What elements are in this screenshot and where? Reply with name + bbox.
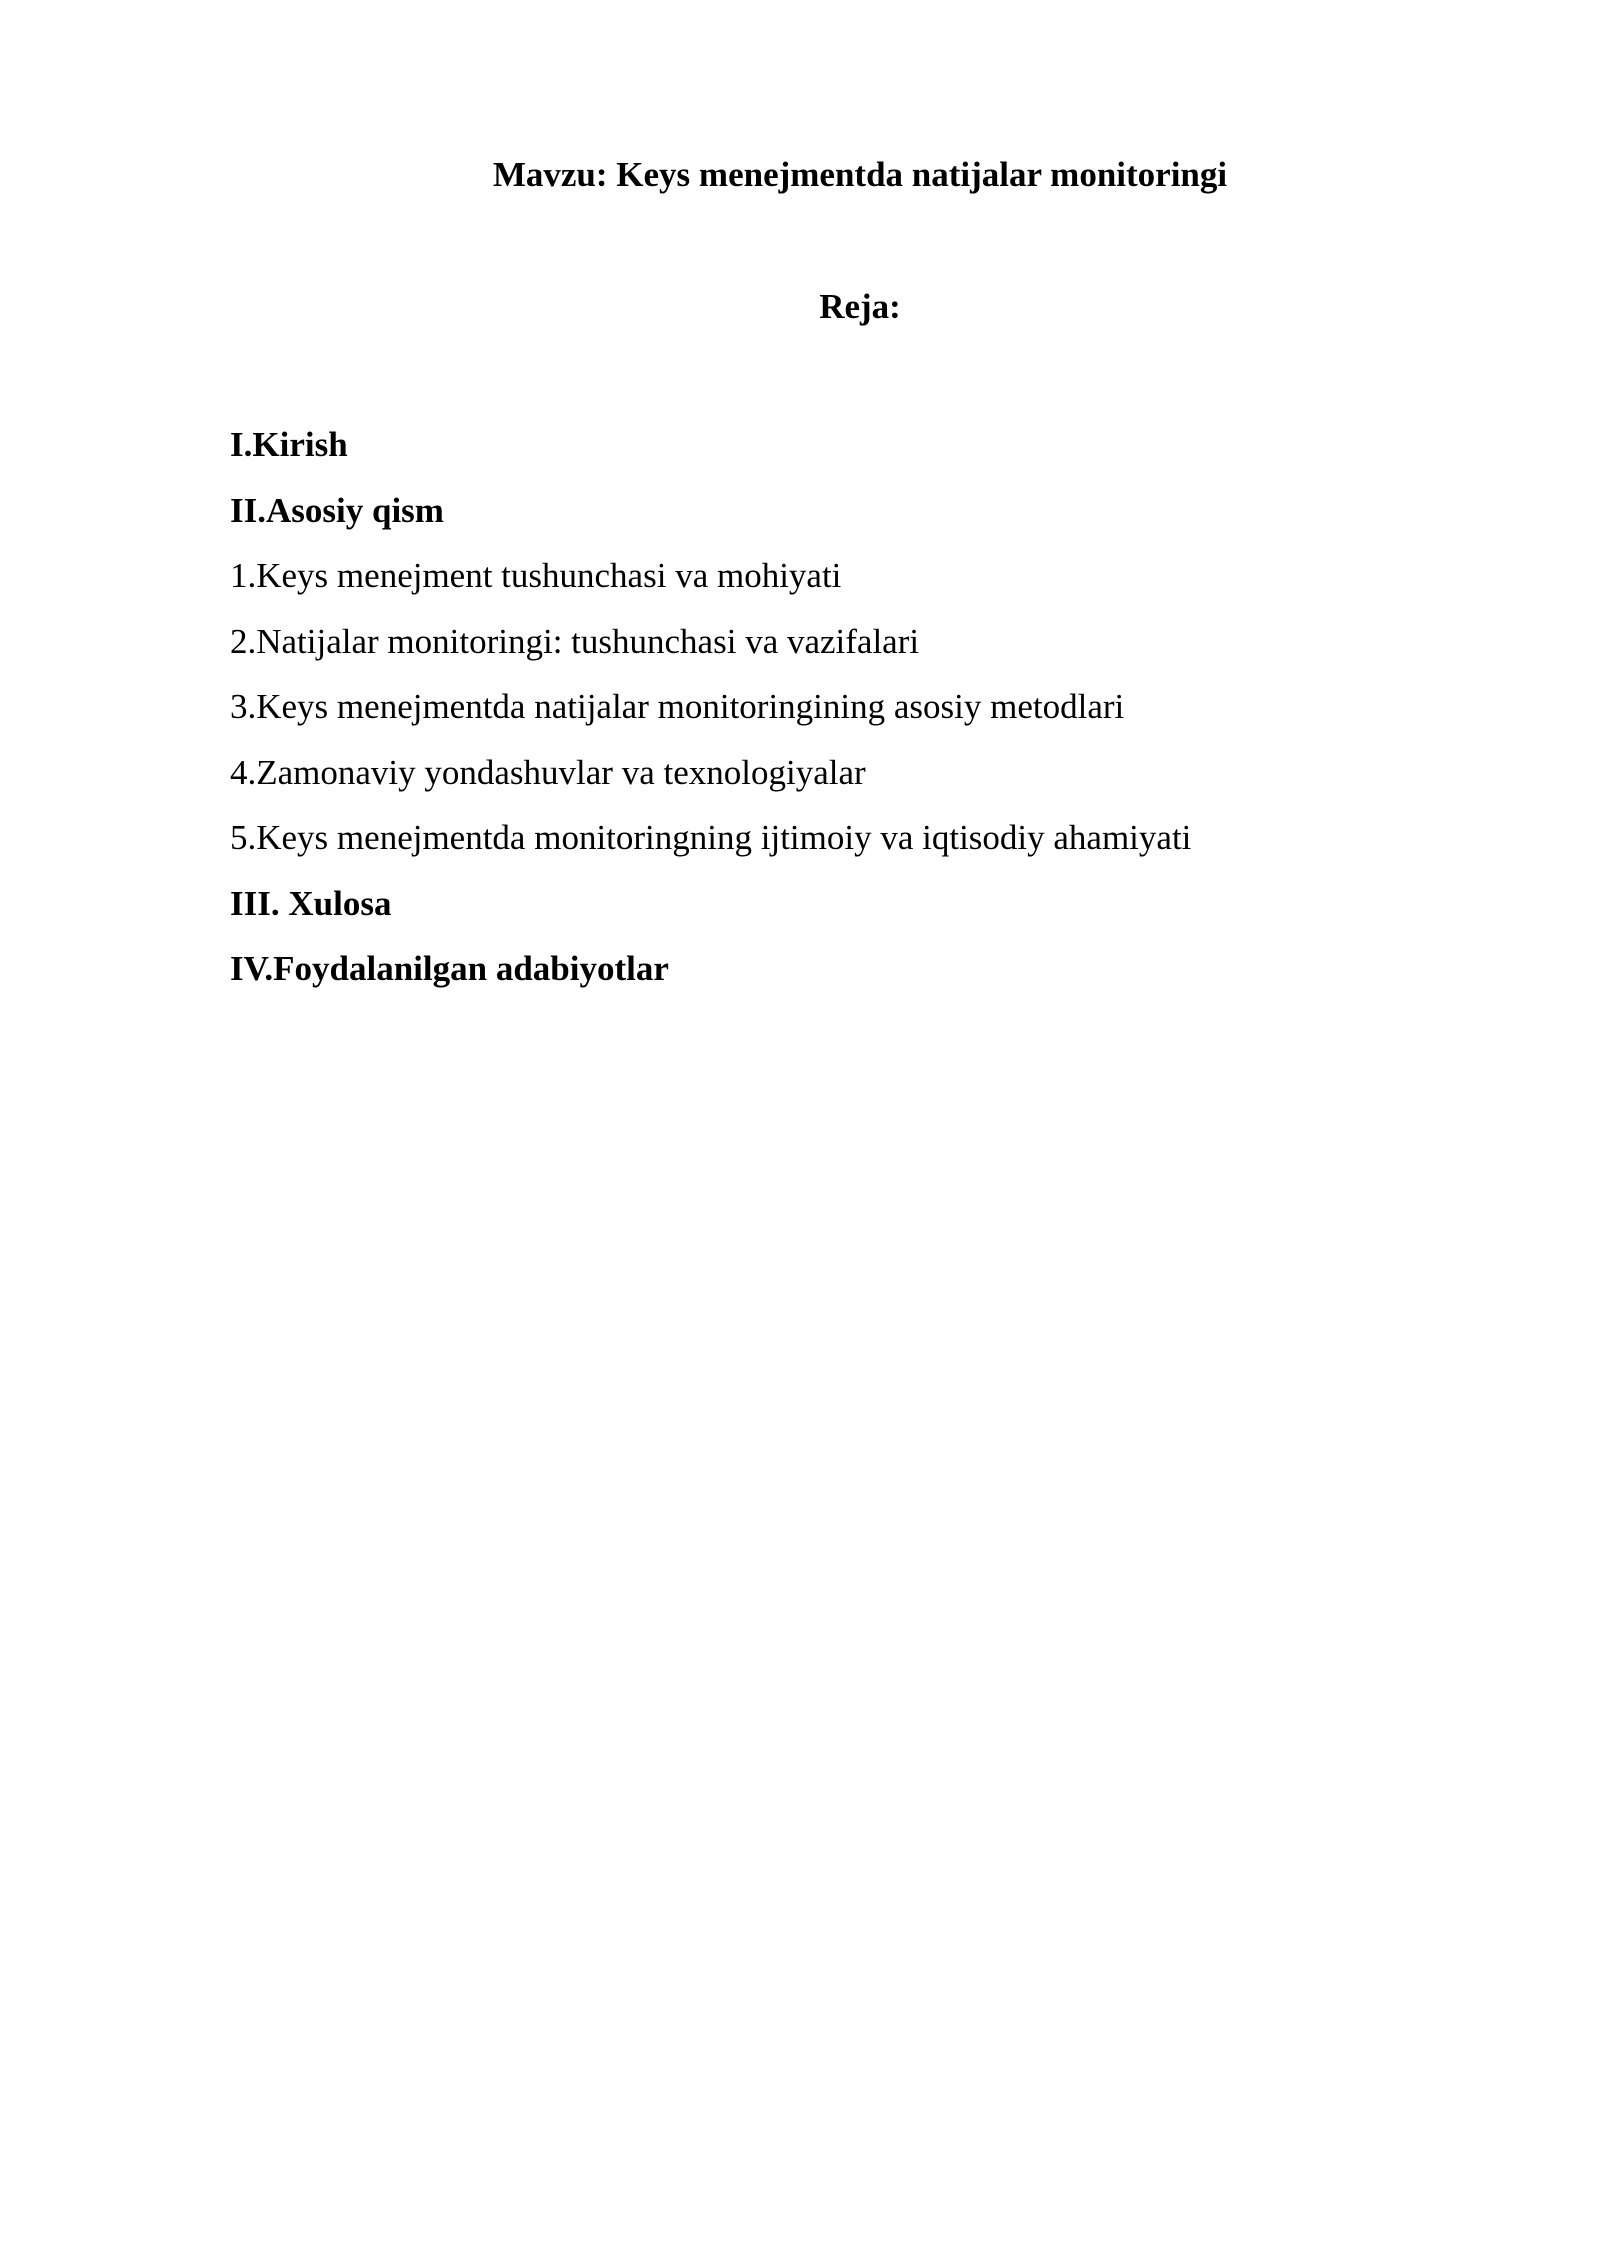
plan-item-2: 2.Natijalar monitoringi: tushunchasi va vazifalari <box>230 621 920 661</box>
plan-item-1: 1.Keys menejment tushunchasi va mohiyati <box>230 556 842 595</box>
plan-item-3: 3.Keys menejmentda natijalar monitoringining asosiy metodlari <box>230 687 1125 726</box>
plan-heading: Reja: <box>819 287 901 326</box>
plan-item-5: 5.Keys menejmentda monitoringning ijtimoiy va iqtisodiy ahamiyati <box>230 818 1192 857</box>
document-title: Mavzu: Keys menejmentda natijalar monitoringi <box>492 155 1228 194</box>
plan-item-kirish: I.Kirish <box>230 425 348 464</box>
plan-list <box>230 412 1191 1002</box>
plan-item-asosiy-qism: II.Asosiy qism <box>230 490 444 530</box>
plan-item-adabiyotlar: IV.Foydalanilgan adabiyotlar <box>230 949 669 988</box>
plan-item-xulosa: III. Xulosa <box>230 883 392 923</box>
plan-item-4: 4.Zamonaviy yondashuvlar va texnologiyalar <box>230 752 866 792</box>
